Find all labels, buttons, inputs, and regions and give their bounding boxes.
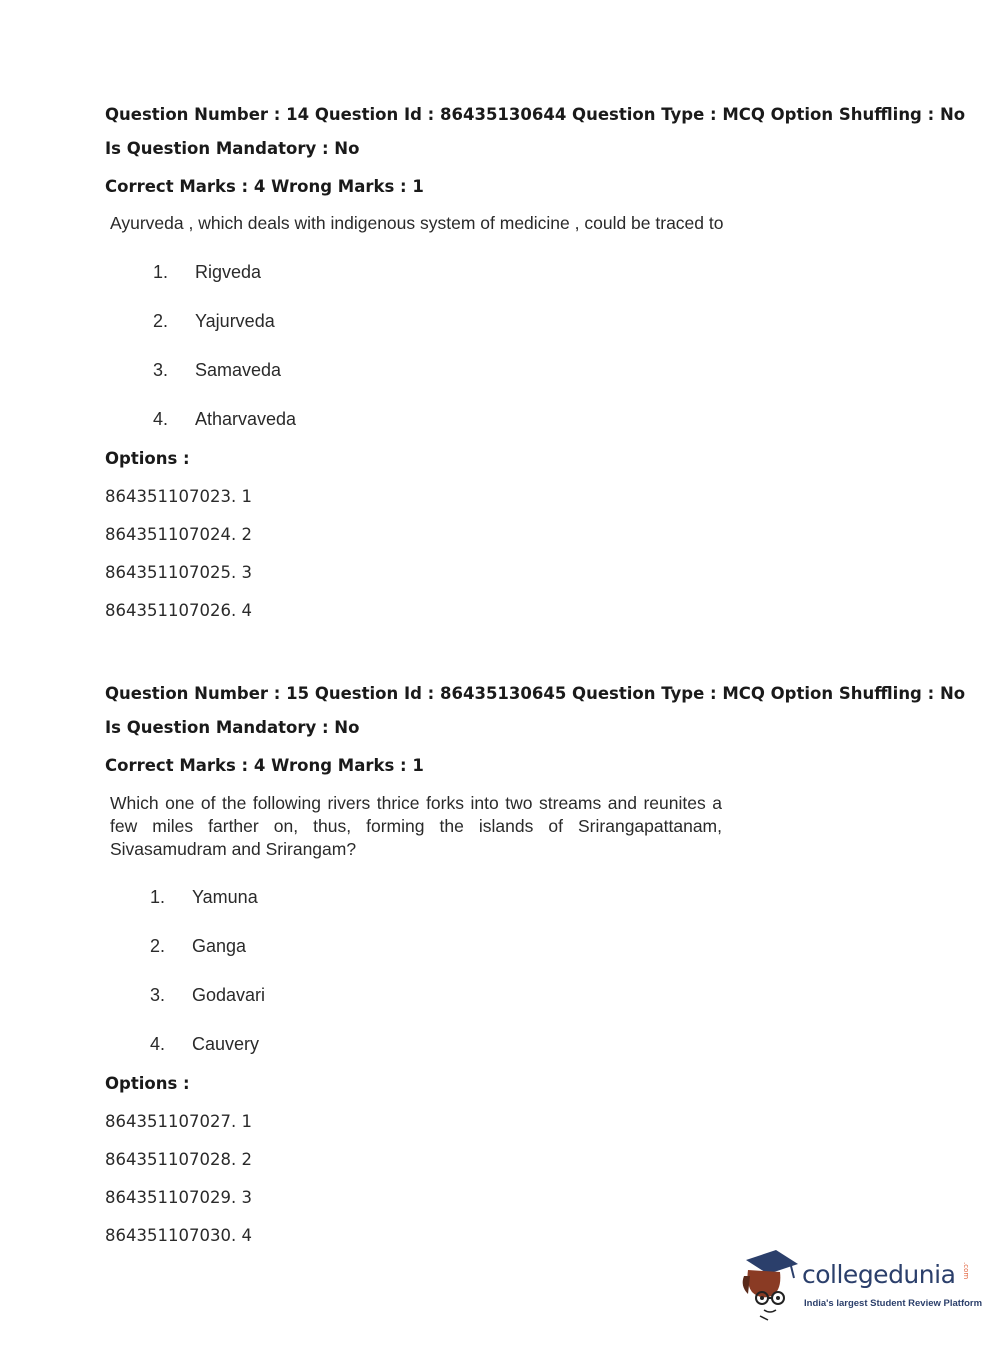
question-14-header: Question Number : 14 Question Id : 86435130644 Question Type : MCQ Option Shuffling : No (105, 105, 966, 124)
question-14-mandatory: Is Question Mandatory : No (105, 139, 360, 158)
choice-text: Cauvery (192, 1034, 260, 1054)
question-15-option-2: 864351107028. 2 (105, 1150, 252, 1169)
choice-text: Atharvaveda (195, 409, 297, 429)
question-14-option-3: 864351107025. 3 (105, 563, 252, 582)
choice-number: 3. (153, 360, 169, 380)
collegedunia-logo (738, 1246, 983, 1322)
question-15-choice-4 (150, 1034, 259, 1055)
choice-text: Samaveda (195, 360, 282, 380)
question-15-option-3: 864351107029. 3 (105, 1188, 252, 1207)
mascot-icon (738, 1246, 802, 1322)
question-15-header: Question Number : 15 Question Id : 86435130645 Question Type : MCQ Option Shuffling : No (105, 684, 966, 703)
question-14-options-label: Options : (105, 449, 190, 468)
choice-text: Yamuna (192, 887, 258, 907)
question-14-choice-4 (153, 409, 296, 430)
question-14-option-1: 864351107023. 1 (105, 487, 252, 506)
question-15-option-1: 864351107027. 1 (105, 1112, 252, 1131)
question-14-option-2: 864351107024. 2 (105, 525, 252, 544)
question-14-choice-2 (153, 311, 275, 332)
question-14-marks: Correct Marks : 4 Wrong Marks : 1 (105, 177, 424, 196)
question-15-mandatory: Is Question Mandatory : No (105, 718, 360, 737)
question-15-choice-1 (150, 887, 258, 908)
question-15-stem: Which one of the following rivers thrice forks into two streams and reunites a few miles farther on, thus, forming the islands of Srirangapattanam, Sivasamudram and Srirangam? (110, 793, 722, 859)
choice-number: 2. (150, 936, 166, 956)
question-15-options-label: Options : (105, 1074, 190, 1093)
choice-number: 1. (153, 262, 169, 282)
question-15-choice-2 (150, 936, 246, 957)
choice-number: 2. (153, 311, 169, 331)
choice-text: Godavari (192, 985, 266, 1005)
choice-number: 3. (150, 985, 166, 1005)
question-14-choice-3 (153, 360, 281, 381)
question-14-stem: Ayurveda , which deals with indigenous system of medicine , could be traced to (110, 213, 724, 233)
logo-suffix: .com (962, 1262, 970, 1280)
choice-number: 4. (150, 1034, 166, 1054)
choice-text: Yajurveda (195, 311, 275, 331)
question-15-option-4: 864351107030. 4 (105, 1226, 252, 1245)
choice-text: Ganga (192, 936, 247, 956)
logo-tagline: India's largest Student Review Platform (804, 1298, 983, 1309)
question-15-choice-3 (150, 985, 265, 1006)
choice-number: 4. (153, 409, 169, 429)
question-14-choice-1 (153, 262, 261, 283)
choice-text: Rigveda (195, 262, 262, 282)
question-15-marks: Correct Marks : 4 Wrong Marks : 1 (105, 756, 424, 775)
question-14-option-4: 864351107026. 4 (105, 601, 252, 620)
logo-wordmark: collegedunia (802, 1260, 956, 1289)
choice-number: 1. (150, 887, 166, 907)
